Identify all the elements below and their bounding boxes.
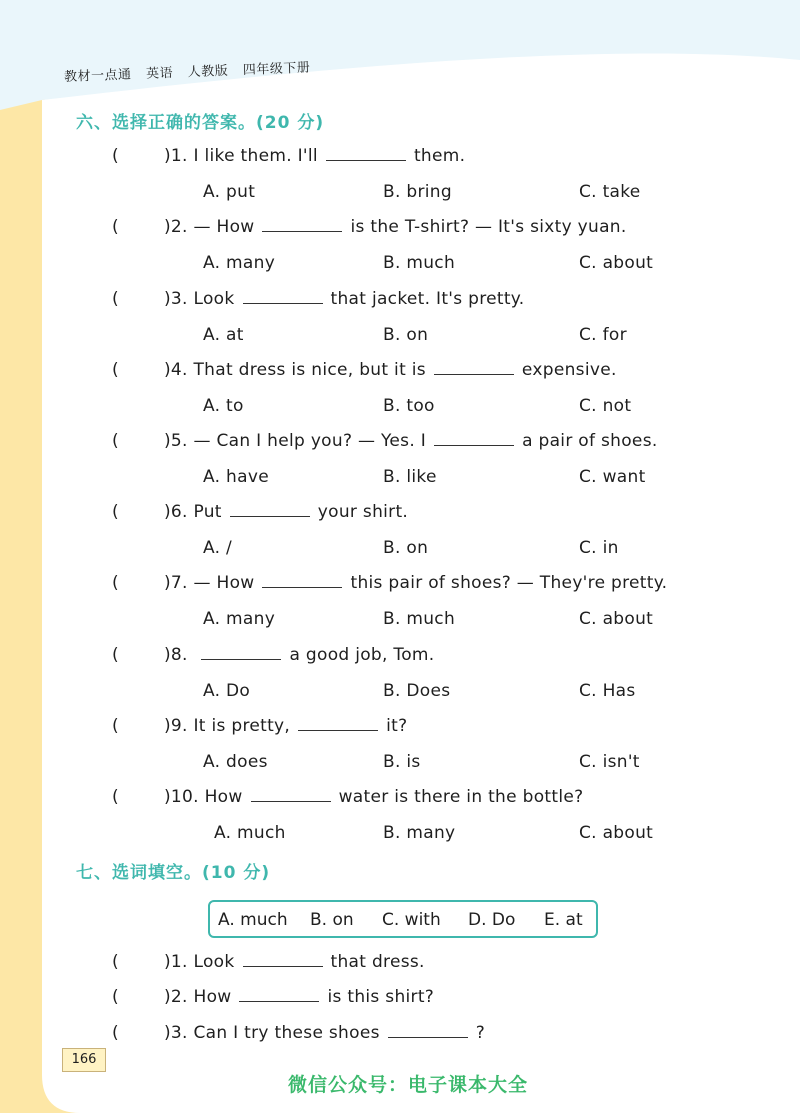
fill-question-row xyxy=(112,1023,485,1043)
fill-blank[interactable] xyxy=(239,987,319,1002)
word-box-item: A. much xyxy=(218,910,288,930)
answer-bracket[interactable]: ( xyxy=(112,360,119,380)
word-box-item: D. Do xyxy=(468,910,516,930)
answer-bracket[interactable]: ( xyxy=(112,289,119,309)
header-grade: 四年级下册 xyxy=(242,60,311,79)
question-number: )6. xyxy=(164,502,188,522)
question-number: )2. xyxy=(164,217,188,237)
answer-bracket[interactable]: ( xyxy=(112,502,119,522)
answer-bracket[interactable]: ( xyxy=(112,716,119,736)
question-row xyxy=(112,360,617,380)
answer-option[interactable]: A. much xyxy=(214,823,286,843)
answer-option[interactable]: B. too xyxy=(383,396,435,416)
answer-option[interactable]: B. much xyxy=(383,253,456,273)
answer-bracket[interactable]: ( xyxy=(112,645,119,665)
answer-option[interactable]: C. about xyxy=(579,253,654,273)
word-box xyxy=(208,900,598,938)
word-box-item: E. at xyxy=(544,910,583,930)
question-text-post: this pair of shoes? — They're pretty. xyxy=(350,573,668,593)
fill-blank[interactable] xyxy=(434,431,514,446)
page-number: 166 xyxy=(62,1048,106,1072)
question-text-pre: That dress is nice, but it is xyxy=(193,360,426,380)
question-number: )3. xyxy=(164,289,188,309)
answer-option[interactable]: B. Does xyxy=(383,681,451,701)
question-text-pre: — Can I help you? — Yes. I xyxy=(193,431,427,451)
question-text-pre: — How xyxy=(193,573,255,593)
question-row xyxy=(112,716,407,736)
question-text-post: your shirt. xyxy=(317,502,409,522)
answer-option[interactable]: B. on xyxy=(383,538,429,558)
answer-option[interactable]: C. in xyxy=(579,538,619,558)
question-number: )1. xyxy=(164,952,188,972)
answer-bracket[interactable]: ( xyxy=(112,952,119,972)
question-text-post: a pair of shoes. xyxy=(522,431,658,451)
question-text-pre: — How xyxy=(193,217,255,237)
question-row xyxy=(112,289,524,309)
question-text-post: that jacket. It's pretty. xyxy=(330,289,525,309)
answer-option[interactable]: A. / xyxy=(203,538,233,558)
question-text-pre: How xyxy=(193,987,232,1007)
fill-blank[interactable] xyxy=(230,502,310,517)
answer-option[interactable]: A. many xyxy=(203,609,276,629)
fill-blank[interactable] xyxy=(201,645,281,660)
header-book: 教材一点通 xyxy=(63,67,132,85)
question-row xyxy=(112,502,408,522)
question-text-pre: Look xyxy=(193,952,235,972)
question-text-pre: It is pretty, xyxy=(193,716,291,736)
question-text-post: it? xyxy=(386,716,408,736)
question-text-post: ? xyxy=(475,1023,486,1043)
fill-blank[interactable] xyxy=(243,952,323,967)
word-box-item: B. on xyxy=(310,910,354,930)
fill-blank[interactable] xyxy=(298,716,378,731)
question-text-post: is the T-shirt? — It's sixty yuan. xyxy=(350,217,627,237)
question-row xyxy=(112,573,667,593)
fill-blank[interactable] xyxy=(262,217,342,232)
question-text-pre: I like them. I'll xyxy=(193,146,318,166)
watermark: 微信公众号：电子课本大全 xyxy=(288,1074,529,1096)
fill-blank[interactable] xyxy=(251,787,331,802)
question-text-pre: Can I try these shoes xyxy=(193,1023,380,1043)
fill-question-row xyxy=(112,987,434,1007)
answer-option[interactable]: A. put xyxy=(203,182,256,202)
answer-option[interactable]: C. for xyxy=(579,325,627,345)
answer-option[interactable]: A. many xyxy=(203,253,276,273)
question-row xyxy=(112,217,627,237)
section-6-title: 六、选择正确的答案。(20 分) xyxy=(76,113,325,133)
answer-bracket[interactable]: ( xyxy=(112,573,119,593)
question-text-post: water is there in the bottle? xyxy=(338,787,584,807)
question-number: )2. xyxy=(164,987,188,1007)
answer-bracket[interactable]: ( xyxy=(112,1023,119,1043)
answer-option[interactable]: C. want xyxy=(579,467,646,487)
answer-option[interactable]: B. many xyxy=(383,823,456,843)
answer-bracket[interactable]: ( xyxy=(112,146,119,166)
answer-option[interactable]: C. take xyxy=(579,182,641,202)
question-text-post: that dress. xyxy=(330,952,425,972)
fill-blank[interactable] xyxy=(243,289,323,304)
question-text-pre: Look xyxy=(193,289,235,309)
question-row xyxy=(112,146,465,166)
answer-option[interactable]: B. like xyxy=(383,467,437,487)
question-number: )8. xyxy=(164,645,188,665)
fill-question-row xyxy=(112,952,425,972)
answer-option[interactable]: C. isn't xyxy=(579,752,640,772)
answer-bracket[interactable]: ( xyxy=(112,217,119,237)
answer-option[interactable]: A. at xyxy=(203,325,244,345)
question-text-pre: How xyxy=(204,787,243,807)
question-row xyxy=(112,431,658,451)
question-text-post: is this shirt? xyxy=(327,987,435,1007)
answer-option[interactable]: B. bring xyxy=(383,182,452,202)
fill-blank[interactable] xyxy=(388,1023,468,1038)
question-text-post: them. xyxy=(413,146,466,166)
question-number: )5. xyxy=(164,431,188,451)
answer-option[interactable]: A. have xyxy=(203,467,269,487)
question-number: )1. xyxy=(164,146,188,166)
header-subject: 英语 xyxy=(145,65,174,82)
answer-bracket[interactable]: ( xyxy=(112,431,119,451)
answer-bracket[interactable]: ( xyxy=(112,787,119,807)
fill-blank[interactable] xyxy=(262,573,342,588)
question-number: )9. xyxy=(164,716,188,736)
answer-option[interactable]: C. not xyxy=(579,396,632,416)
section-7-title: 七、选词填空。(10 分) xyxy=(76,863,271,883)
question-number: )7. xyxy=(164,573,188,593)
question-text-post: expensive. xyxy=(521,360,617,380)
answer-option[interactable]: B. much xyxy=(383,609,456,629)
answer-option[interactable]: A. to xyxy=(203,396,244,416)
question-row xyxy=(112,645,434,665)
question-row xyxy=(112,787,583,807)
answer-option[interactable]: B. is xyxy=(383,752,421,772)
answer-option[interactable]: A. Do xyxy=(203,681,251,701)
question-number: )10. xyxy=(164,787,199,807)
fill-blank[interactable] xyxy=(326,146,406,161)
answer-option[interactable]: C. Has xyxy=(579,681,636,701)
question-text-post: a good job, Tom. xyxy=(289,645,435,665)
question-number: )3. xyxy=(164,1023,188,1043)
word-box-item: C. with xyxy=(382,910,441,930)
answer-option[interactable]: C. about xyxy=(579,609,654,629)
answer-option[interactable]: A. does xyxy=(203,752,268,772)
header-edition: 人教版 xyxy=(187,63,229,81)
question-number: )4. xyxy=(164,360,188,380)
answer-option[interactable]: B. on xyxy=(383,325,429,345)
answer-bracket[interactable]: ( xyxy=(112,987,119,1007)
fill-blank[interactable] xyxy=(434,360,514,375)
answer-option[interactable]: C. about xyxy=(579,823,654,843)
question-text-pre: Put xyxy=(193,502,222,522)
